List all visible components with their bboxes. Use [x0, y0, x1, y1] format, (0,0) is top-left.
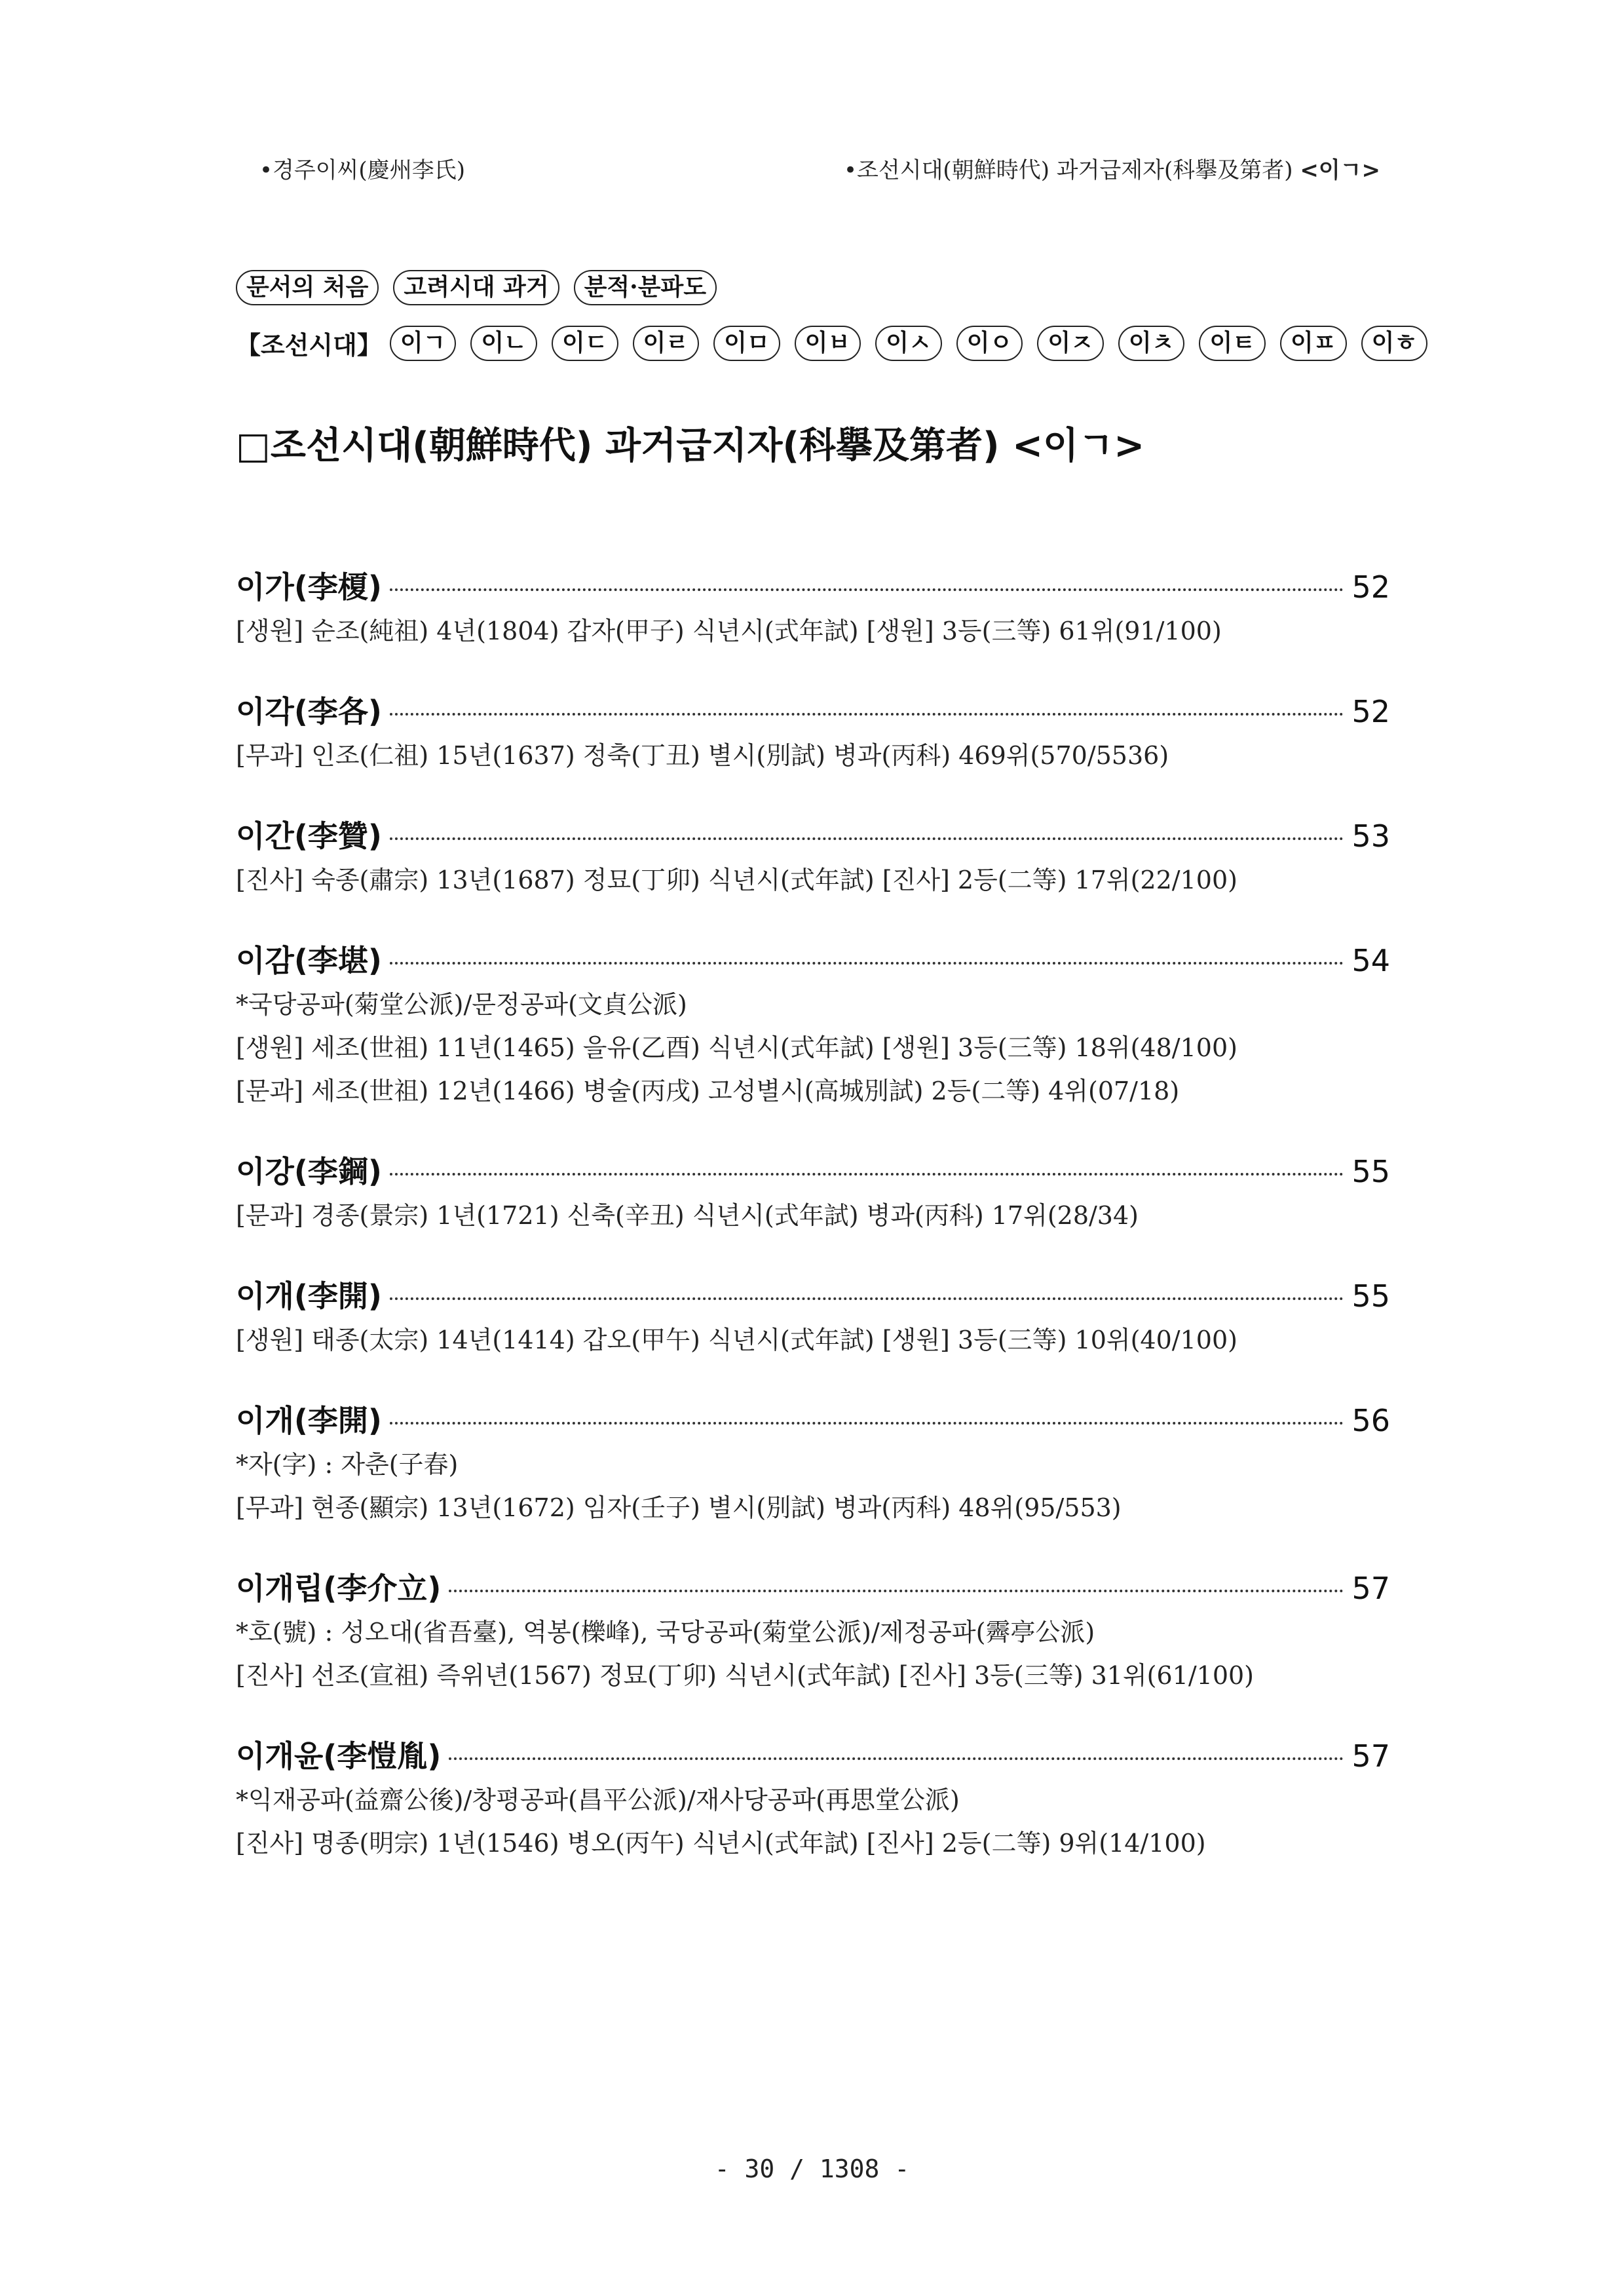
- leader-dots: [390, 837, 1344, 840]
- entry-heading[interactable]: [236, 1397, 1390, 1443]
- entry-item: [236, 1148, 1390, 1237]
- nav-consonant-button[interactable]: 이ㄴ: [470, 326, 537, 361]
- entry-detail-line: *호(號) : 성오대(省吾臺), 역봉(櫟峰), 국당공파(菊堂公派)/제정공파(霽亭公派): [236, 1618, 1095, 1647]
- entry-detail-line: [진사] 숙종(肅宗) 13년(1687) 정묘(丁卯) 식년시(式年試) [진사] 2등(二等) 17위(22/100): [236, 866, 1237, 894]
- entry-list: [236, 564, 1390, 1900]
- entry-detail-line: [진사] 명종(明宗) 1년(1546) 병오(丙午) 식년시(式年試) [진사] 2등(二等) 9위(14/100): [236, 1829, 1206, 1858]
- entry-item: [236, 1397, 1390, 1529]
- nav-link-button[interactable]: 분적·분파도: [574, 270, 717, 305]
- nav-joseon-label: 【조선시대】: [236, 331, 382, 360]
- entry-page-number[interactable]: 52: [1351, 694, 1390, 729]
- entry-page-number[interactable]: 54: [1351, 943, 1390, 978]
- entry-heading[interactable]: [236, 564, 1390, 609]
- nav-consonant-button[interactable]: 이ㄱ: [390, 326, 457, 361]
- header-right-bold: <이ㄱ>: [1300, 157, 1380, 183]
- leader-dots: [449, 1590, 1344, 1592]
- entry-name[interactable]: 이개(李開): [236, 1403, 382, 1438]
- nav-consonant-button[interactable]: 이ㅈ: [1037, 326, 1104, 361]
- nav-link-button[interactable]: 문서의 처음: [236, 270, 379, 305]
- entry-name[interactable]: 이간(李贊): [236, 818, 382, 854]
- nav-consonant-button[interactable]: 이ㅅ: [875, 326, 942, 361]
- entry-page-number[interactable]: 52: [1351, 569, 1390, 605]
- nav-joseon-buttons: [390, 326, 1442, 361]
- nav-consonant-button[interactable]: 이ㅂ: [795, 326, 861, 361]
- entry-item: [236, 688, 1390, 777]
- entry-name[interactable]: 이강(李鋼): [236, 1154, 382, 1189]
- entry-detail-line: *자(字) : 자춘(子春): [236, 1450, 459, 1479]
- entry-detail-line: [문과] 세조(世祖) 12년(1466) 병술(丙戌) 고성별시(高城別試) 2등(二等) 4위(07/18): [236, 1077, 1180, 1105]
- entry-name[interactable]: 이개립(李介立): [236, 1571, 442, 1606]
- entry-item: [236, 1565, 1390, 1697]
- entry-heading[interactable]: [236, 1148, 1390, 1194]
- entry-page-number[interactable]: 57: [1351, 1571, 1390, 1606]
- nav-consonant-button[interactable]: 이ㄷ: [552, 326, 618, 361]
- entry-item: [236, 813, 1390, 902]
- leader-dots: [390, 713, 1344, 716]
- nav-consonant-button[interactable]: 이ㅎ: [1361, 326, 1428, 361]
- nav-consonant-button[interactable]: 이ㄹ: [633, 326, 700, 361]
- entry-name[interactable]: 이가(李榎): [236, 569, 382, 605]
- leader-dots: [390, 588, 1344, 591]
- entry-detail-line: [무과] 인조(仁祖) 15년(1637) 정축(丁丑) 별시(別試) 병과(丙科) 469위(570/5536): [236, 741, 1169, 770]
- nav-consonant-button[interactable]: 이ㅌ: [1199, 326, 1266, 361]
- entry-item: [236, 1272, 1390, 1362]
- nav-row-joseon: [236, 325, 1442, 361]
- entry-name[interactable]: 이개윤(李愷胤): [236, 1738, 442, 1774]
- entry-heading[interactable]: [236, 1565, 1390, 1611]
- header-right-text: •조선시대(朝鮮時代) 과거급제자(科擧及第者): [844, 157, 1300, 183]
- entry-name[interactable]: 이각(李各): [236, 694, 382, 729]
- entry-page-number[interactable]: 55: [1351, 1154, 1390, 1189]
- leader-dots: [390, 1422, 1344, 1425]
- leader-dots: [390, 1297, 1344, 1300]
- entry-detail-line: [생원] 세조(世祖) 11년(1465) 을유(乙酉) 식년시(式年試) [생원] 3등(三等) 18위(48/100): [236, 1033, 1237, 1062]
- entry-page-number[interactable]: 53: [1351, 818, 1390, 854]
- header-right: [844, 152, 1380, 184]
- header-left: •경주이씨(慶州李氏): [259, 157, 465, 183]
- entry-detail-line: [무과] 현종(顯宗) 13년(1672) 임자(壬子) 별시(別試) 병과(丙科) 48위(95/553): [236, 1493, 1122, 1522]
- entry-detail-line: *익재공파(益齋公後)/창평공파(昌平公派)/재사당공파(再思堂公派): [236, 1786, 960, 1814]
- entry-detail-line: *국당공파(菊堂公派)/문정공파(文貞公派): [236, 990, 687, 1019]
- nav-consonant-button[interactable]: 이ㅊ: [1118, 326, 1185, 361]
- nav-link-button[interactable]: 고려시대 과거: [393, 270, 559, 305]
- entry-heading[interactable]: [236, 1272, 1390, 1318]
- entry-detail-line: [문과] 경종(景宗) 1년(1721) 신축(辛丑) 식년시(式年試) 병과(丙科) 17위(28/34): [236, 1201, 1139, 1230]
- leader-dots: [390, 1173, 1344, 1176]
- nav-consonant-button[interactable]: 이ㅁ: [713, 326, 780, 361]
- nav-consonant-button[interactable]: 이ㅇ: [956, 326, 1023, 361]
- page-title: □조선시대(朝鮮時代) 과거급지자(科擧及第者) <이ㄱ>: [236, 425, 1145, 467]
- entry-heading[interactable]: [236, 1732, 1390, 1778]
- entry-page-number[interactable]: 55: [1351, 1278, 1390, 1314]
- entry-page-number[interactable]: 57: [1351, 1738, 1390, 1774]
- entry-detail-line: [생원] 태종(太宗) 14년(1414) 갑오(甲午) 식년시(式年試) [생원] 3등(三等) 10위(40/100): [236, 1326, 1237, 1354]
- entry-detail-line: [진사] 선조(宣祖) 즉위년(1567) 정묘(丁卯) 식년시(式年試) [진사] 3등(三等) 31위(61/100): [236, 1661, 1255, 1690]
- entry-heading[interactable]: [236, 688, 1390, 734]
- entry-item: [236, 1732, 1390, 1865]
- entry-item: [236, 564, 1390, 653]
- nav-row-top: [236, 270, 731, 305]
- entry-detail-line: [생원] 순조(純祖) 4년(1804) 갑자(甲子) 식년시(式年試) [생원] 3등(三等) 61위(91/100): [236, 617, 1222, 645]
- entry-heading[interactable]: [236, 937, 1390, 983]
- entry-name[interactable]: 이개(李開): [236, 1278, 382, 1314]
- entry-heading[interactable]: [236, 813, 1390, 858]
- entry-page-number[interactable]: 56: [1351, 1403, 1390, 1438]
- entry-name[interactable]: 이감(李堪): [236, 943, 382, 978]
- leader-dots: [390, 962, 1344, 965]
- leader-dots: [449, 1757, 1344, 1760]
- nav-consonant-button[interactable]: 이ㅍ: [1280, 326, 1347, 361]
- page-number: - 30 / 1308 -: [714, 2154, 910, 2183]
- entry-item: [236, 937, 1390, 1113]
